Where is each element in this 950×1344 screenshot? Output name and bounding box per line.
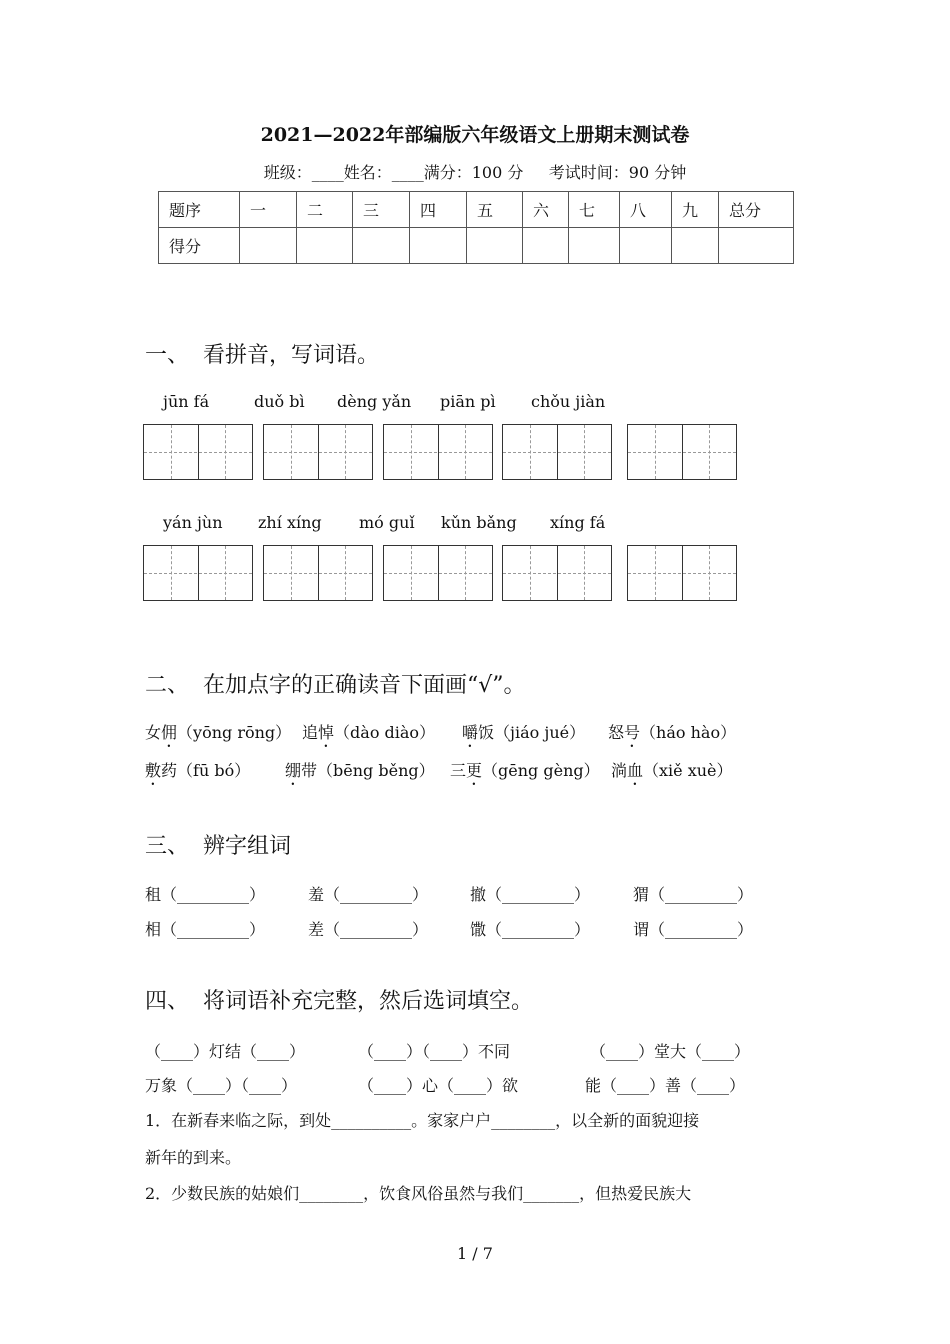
- question-1-cont: 新年的到来。: [145, 1148, 242, 1167]
- score-cell[interactable]: [523, 228, 569, 264]
- idiom-fill[interactable]: （____）灯结（____）: [145, 1042, 306, 1061]
- reading-item[interactable]: 绷带（bēng běng）: [285, 761, 435, 780]
- score-header-cell: 八: [620, 192, 672, 228]
- writing-grid[interactable]: [143, 545, 253, 601]
- dotted-char: 绷: [285, 761, 302, 780]
- word-fill[interactable]: 猬（_________）: [633, 885, 754, 904]
- pinyin-label: yán jùn: [163, 513, 223, 532]
- score-row-label: 得分: [159, 228, 240, 264]
- writing-grid[interactable]: [502, 424, 612, 480]
- section-1-heading: 一、 看拼音，写词语。: [145, 343, 379, 368]
- score-cell[interactable]: [410, 228, 467, 264]
- dotted-char: 号: [624, 723, 641, 742]
- dotted-char: 更: [466, 761, 483, 780]
- word-fill[interactable]: 谓（_________）: [633, 920, 754, 939]
- pinyin-label: kǔn bǎng: [441, 513, 517, 532]
- score-header-cell: 二: [297, 192, 353, 228]
- page-number: 1 / 7: [457, 1244, 493, 1263]
- score-header-cell: 三: [353, 192, 410, 228]
- pinyin-label: piān pì: [440, 392, 496, 411]
- idiom-fill[interactable]: （____）（____）不同: [358, 1042, 511, 1061]
- score-header-cell: 六: [523, 192, 569, 228]
- score-table: [158, 191, 794, 264]
- score-header-cell: 四: [410, 192, 467, 228]
- score-header-cell: 九: [672, 192, 719, 228]
- idiom-fill[interactable]: 万象（____）（____）: [145, 1076, 298, 1095]
- page-title: 2021—2022年部编版六年级语文上册期末测试卷: [260, 124, 690, 146]
- idiom-fill[interactable]: （____）心（____）欲: [358, 1076, 519, 1095]
- score-cell[interactable]: [620, 228, 672, 264]
- word-fill[interactable]: 差（_________）: [308, 920, 429, 939]
- section-3-heading: 三、 辨字组词: [145, 834, 291, 859]
- score-header-row: [159, 192, 794, 228]
- score-header-cell: 七: [569, 192, 620, 228]
- writing-grid[interactable]: [263, 545, 373, 601]
- dotted-char: 血: [627, 761, 644, 780]
- score-row: [159, 228, 794, 264]
- writing-grid[interactable]: [143, 424, 253, 480]
- score-cell[interactable]: [353, 228, 410, 264]
- score-cell[interactable]: [240, 228, 297, 264]
- dotted-char: 佣: [161, 723, 178, 742]
- writing-grid[interactable]: [383, 424, 493, 480]
- score-cell[interactable]: [569, 228, 620, 264]
- writing-grid[interactable]: [263, 424, 373, 480]
- question-1-line[interactable]: 1．在新春来临之际，到处__________。家家户户________，以全新的面貌迎接: [145, 1111, 700, 1130]
- score-header-cell: 五: [467, 192, 523, 228]
- dotted-char: 嚼: [462, 723, 479, 742]
- pinyin-label: dèng yǎn: [337, 392, 412, 411]
- pinyin-label: chǒu jiàn: [531, 392, 606, 411]
- writing-grid[interactable]: [627, 545, 737, 601]
- score-cell[interactable]: [297, 228, 353, 264]
- dotted-char: 悼: [318, 723, 335, 742]
- pinyin-label: duǒ bì: [254, 392, 305, 411]
- score-cell[interactable]: [672, 228, 719, 264]
- word-fill[interactable]: 撤（_________）: [470, 885, 591, 904]
- score-header-cell: 一: [240, 192, 297, 228]
- reading-item[interactable]: 嚼饭（jiáo jué）: [462, 723, 586, 742]
- score-cell[interactable]: [467, 228, 523, 264]
- pinyin-label: jūn fá: [163, 392, 210, 411]
- word-fill[interactable]: 相（_________）: [145, 920, 266, 939]
- score-header-cell: 题序: [159, 192, 240, 228]
- pinyin-label: mó guǐ: [359, 513, 415, 532]
- pinyin-label: zhí xíng: [258, 513, 322, 532]
- exam-info: 班级：____姓名：____满分：100 分 考试时间：90 分钟: [263, 163, 687, 182]
- score-cell[interactable]: [719, 228, 794, 264]
- question-2-line[interactable]: 2．少数民族的姑娘们________，饮食风俗虽然与我们_______，但热爱民族大: [145, 1184, 692, 1203]
- section-2-heading: 二、 在加点字的正确读音下面画“√”。: [145, 673, 526, 698]
- reading-item[interactable]: 三更（gēng gèng）: [450, 761, 600, 780]
- writing-grid[interactable]: [502, 545, 612, 601]
- dotted-char: 敷: [145, 761, 162, 780]
- section-4-heading: 四、 将词语补充完整，然后选词填空。: [145, 989, 533, 1014]
- score-header-cell: 总分: [719, 192, 794, 228]
- word-fill[interactable]: 羞（_________）: [308, 885, 429, 904]
- idiom-fill[interactable]: 能（____）善（____）: [585, 1076, 746, 1095]
- word-fill[interactable]: 馓（_________）: [470, 920, 591, 939]
- reading-item[interactable]: 怒号（háo hào）: [608, 723, 737, 742]
- writing-grid[interactable]: [627, 424, 737, 480]
- word-fill[interactable]: 租（_________）: [145, 885, 266, 904]
- idiom-fill[interactable]: （____）堂大（____）: [590, 1042, 751, 1061]
- pinyin-label: xíng fá: [550, 513, 606, 532]
- reading-item[interactable]: 女佣（yōng rōng）: [145, 723, 292, 742]
- reading-item[interactable]: 敷药（fū bó）: [145, 761, 251, 780]
- reading-item[interactable]: 追悼（dào diào）: [302, 723, 436, 742]
- reading-item[interactable]: 淌血（xiě xuè）: [611, 761, 733, 780]
- writing-grid[interactable]: [383, 545, 493, 601]
